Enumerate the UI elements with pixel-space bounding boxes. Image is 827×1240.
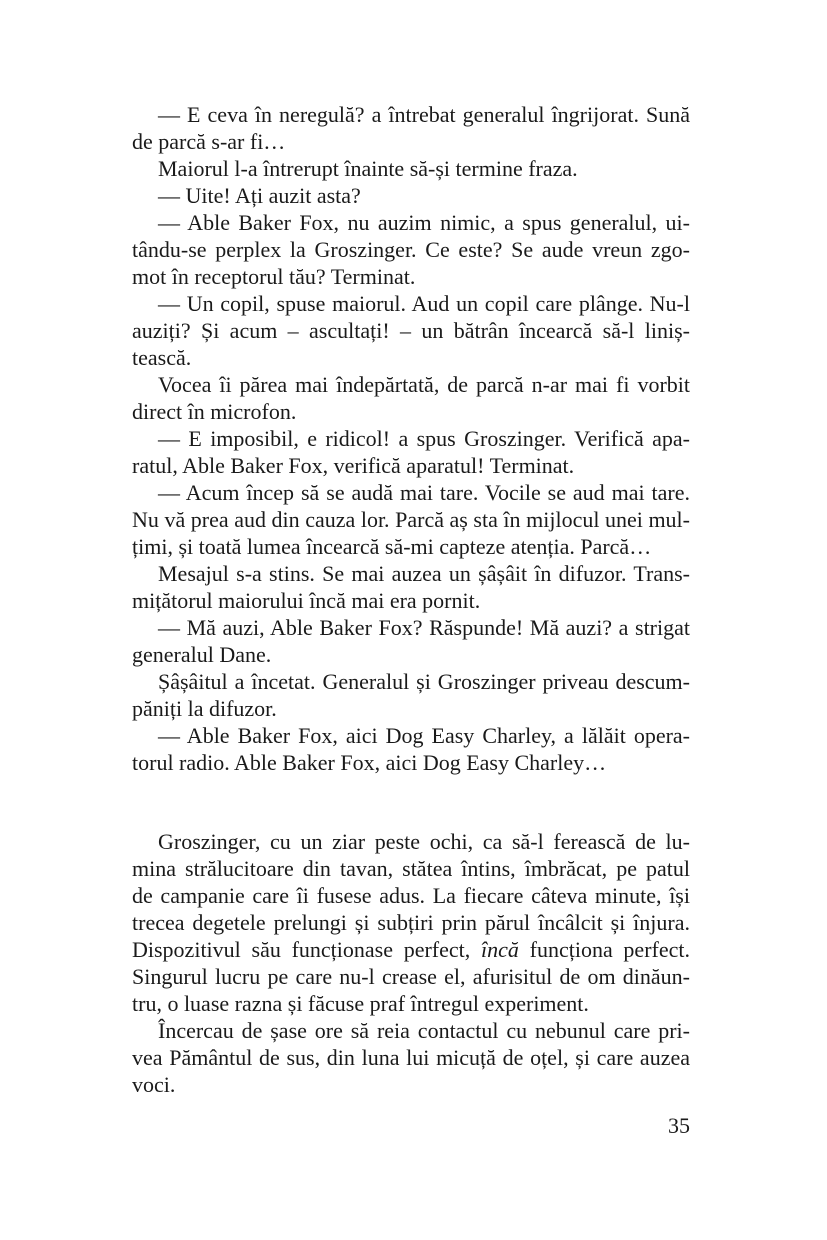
section-dialogue [132,101,690,776]
text-line: Maiorul l-a întrerupt înainte să-și termine fraza. [158,156,578,181]
text-line: Singurul lucru pe care nu-l crease el, afurisitul de om dinăun- [132,964,690,989]
text-line: vea Pământul de sus, din luna lui micuță de oțel, și care auzea [132,1045,690,1070]
text-line: Mesajul s-a stins. Se mai auzea un șâșâit în difuzor. Trans- [158,561,690,586]
text-line: Nu vă prea aud din cauza lor. Parcă aș sta în mijlocul unei mul- [132,507,690,532]
text-line: tându-se perplex la Groszinger. Ce este? Se aude vreun zgo- [132,237,690,262]
text-line: țimi, și toată lumea încearcă să-mi capteze atenția. Parcă… [132,534,652,559]
section-break [132,776,690,828]
text-line: — Able Baker Fox, aici Dog Easy Charley, a lălăit opera- [158,723,690,748]
text-line: voci. [132,1072,176,1097]
text-line: mina strălucitoare din tavan, stătea întins, îmbrăcat, pe patul [132,856,690,881]
text-line: direct în microfon. [132,399,297,424]
text-line: torul radio. Able Baker Fox, aici Dog Easy Charley… [132,750,607,775]
text-line: de campanie care îi fusese adus. La fiecare câteva minute, își [132,883,690,908]
text-line: ratul, Able Baker Fox, verifică aparatul! Terminat. [132,453,575,478]
text-line [132,936,690,963]
text-line: Șâșâitul a încetat. Generalul și Groszinger priveau descum- [158,669,690,694]
text-line: Groszinger, cu un ziar peste ochi, ca să-l ferească de lu- [158,829,690,854]
emphasized-word: încă [481,937,519,962]
text-line: — E imposibil, e ridicol! a spus Groszinger. Verifică apa- [158,426,690,451]
text-line: auziți? Și acum – ascultați! – un bătrân încearcă să-l liniș- [132,318,690,343]
text-line: trecea degetele prelungi și subțiri prin părul încâlcit și înjura. [132,910,690,935]
text-line: — Uite! Ați auzit asta? [158,183,361,208]
text-line: — E ceva în neregulă? a întrebat generalul îngrijorat. Sună [158,102,690,127]
text-line: — Acum încep să se audă mai tare. Vocile se aud mai tare. [158,480,690,505]
section-narrative [132,828,690,1098]
text-line: tească. [132,345,192,370]
text-line: mițătorul maiorului încă mai era pornit. [132,588,481,613]
text-fragment: Dispozitivul său funcționase perfect, [132,937,481,962]
text-line: Încercau de șase ore să reia contactul cu nebunul care pri- [158,1018,690,1043]
page-number: 35 [668,1113,690,1138]
text-line: Vocea îi părea mai îndepărtată, de parcă n-ar mai fi vorbit [158,372,690,397]
text-fragment: funcționa perfect. [518,937,690,962]
text-line: mot în receptorul tău? Terminat. [132,264,416,289]
text-line: — Mă auzi, Able Baker Fox? Răspunde! Mă auzi? a strigat [158,615,690,640]
text-line: generalul Dane. [132,642,272,667]
text-line: de parcă s-ar fi… [132,129,286,154]
page-body-text [132,101,690,1098]
text-line: tru, o luase razna și făcuse praf întregul experiment. [132,991,589,1016]
text-line: păniți la difuzor. [132,696,277,721]
text-line: — Able Baker Fox, nu auzim nimic, a spus generalul, ui- [158,210,690,235]
text-line: — Un copil, spuse maiorul. Aud un copil care plânge. Nu-l [158,291,690,316]
